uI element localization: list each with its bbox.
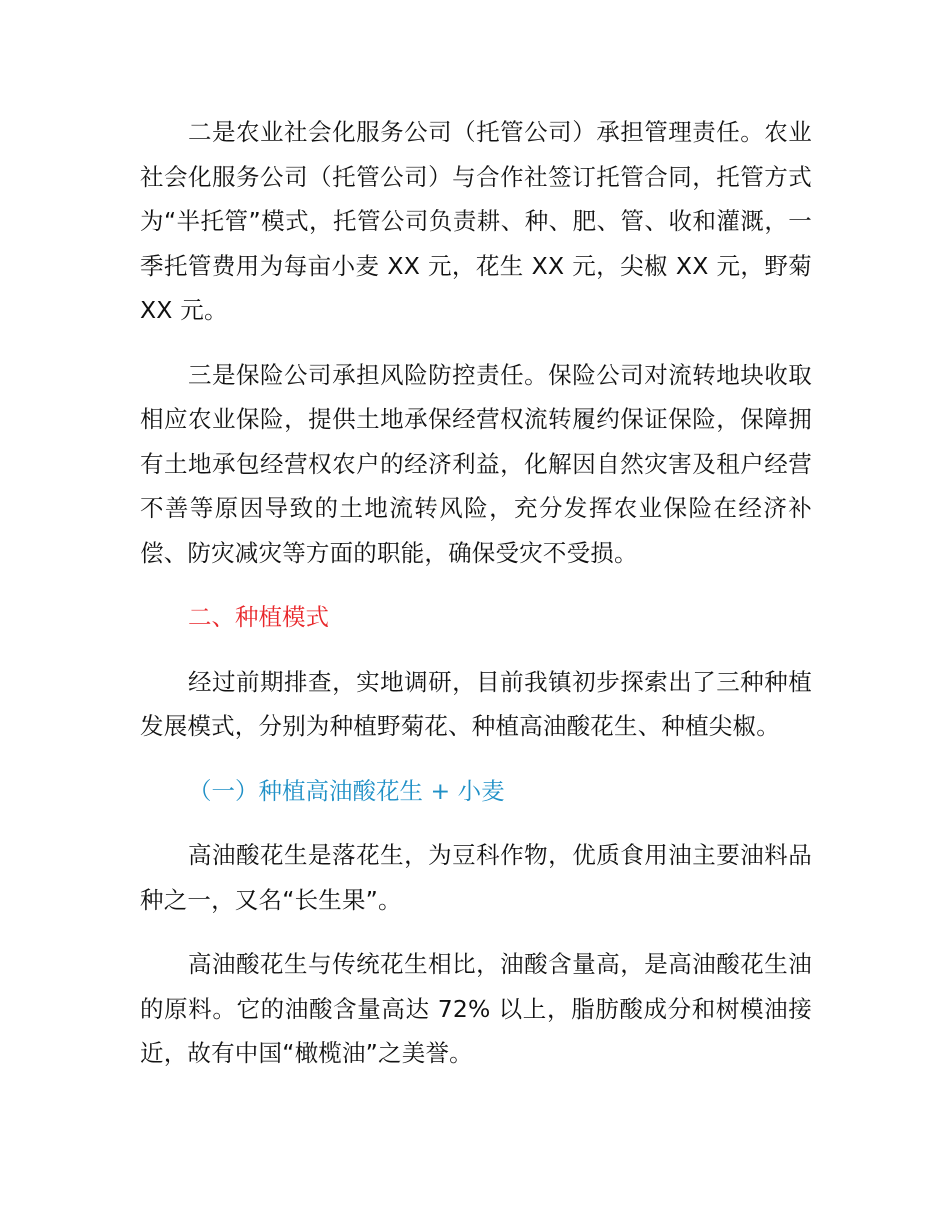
- paragraph-insurance-responsibility: 三是保险公司承担风险防控责任。保险公司对流转地块收取相应农业保险，提供土地承保经营权流转履约保证保险，保障拥有土地承包经营权农户的经济利益，化解因自然灾害及租户经营不善等原因导致的土地流转风险，充分发挥农业保险在经济补偿、防灾减灾等方面的职能，确保受灾不受损。: [140, 360, 812, 567]
- subsection-heading-peanut-wheat: （一）种植高油酸花生 + 小麦: [188, 776, 505, 805]
- paragraph-peanut-intro: 高油酸花生是落花生，为豆科作物，优质食用油主要油料品种之一，又名“长生果”。: [140, 841, 812, 914]
- paragraph-planting-overview: 经过前期排查，实地调研，目前我镇初步探索出了三种种植发展模式，分别为种植野菊花、种植高油酸花生、种植尖椒。: [140, 667, 812, 740]
- paragraph-peanut-oleic: 高油酸花生与传统花生相比，油酸含量高，是高油酸花生油的原料。它的油酸含量高达 72% 以上，脂肪酸成分和树模油接近，故有中国“橄榄油”之美誉。: [140, 950, 812, 1067]
- paragraph-management-responsibility: 二是农业社会化服务公司（托管公司）承担管理责任。农业社会化服务公司（托管公司）与合作社签订托管合同，托管方式为“半托管”模式，托管公司负责耕、种、肥、管、收和灌溉，一季托管费用为每亩小麦 XX 元，花生 XX 元，尖椒 XX 元，野菊 XX 元。: [140, 118, 812, 324]
- document-body: [140, 110, 812, 1096]
- section-heading-planting-mode: 二、种植模式: [188, 603, 329, 631]
